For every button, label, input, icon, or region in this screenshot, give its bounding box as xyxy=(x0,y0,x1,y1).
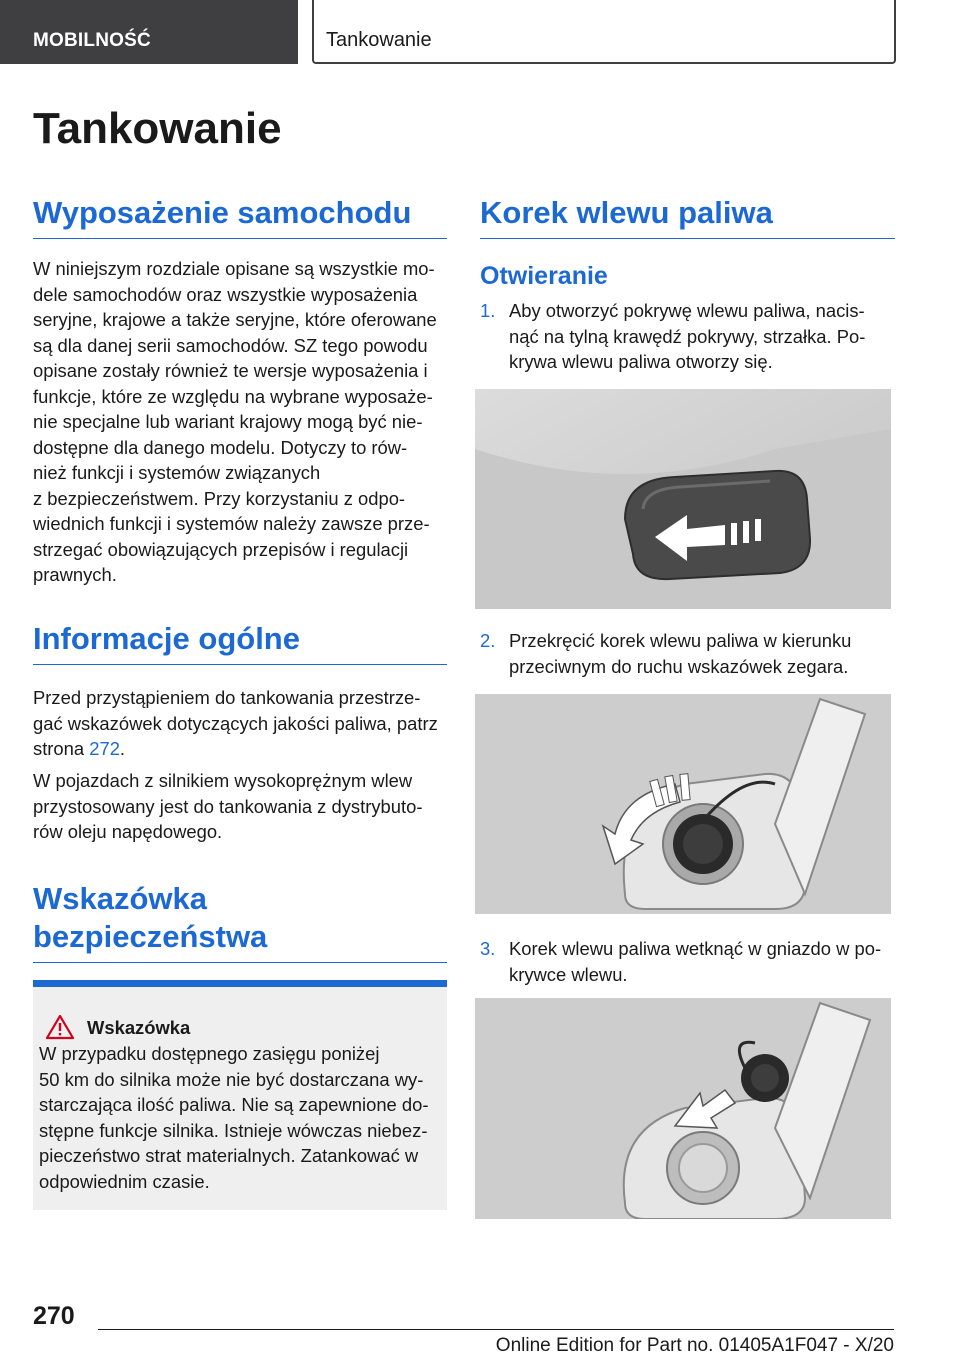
step-text xyxy=(509,298,895,375)
text-line: Przed przystąpieniem do tankowania przestrze‐ xyxy=(33,687,421,708)
text-line: z bezpieczeństwem. Przy korzystaniu z odpo‐ xyxy=(33,487,406,509)
text-line: przystosowany jest do tankowania z dystrybuto‐ xyxy=(33,795,423,817)
heading-equipment: Wyposażenie samochodu xyxy=(33,194,447,239)
edition-label: Online Edition for Part no. 01405A1F047 - X/20 xyxy=(495,1335,894,1356)
heading-fuel-cap: Korek wlewu paliwa xyxy=(480,194,895,239)
text-fragment: strona xyxy=(33,738,90,759)
text-line: W pojazdach z silnikiem wysokoprężnym wlew xyxy=(33,770,413,791)
fuel-cap-stow-illustration xyxy=(475,998,891,1219)
text-line: Aby otworzyć pokrywę wlewu paliwa, nacis‐ xyxy=(509,300,865,321)
page-number: 270 xyxy=(33,1302,75,1330)
text-line: nąć na tylną krawędź pokrywy, strzałka. Po‐ xyxy=(509,325,866,347)
text-line: krywce wlewu. xyxy=(509,963,628,985)
text-line: odpowiednim czasie. xyxy=(39,1170,210,1192)
text-line: prawnych. xyxy=(33,564,117,585)
warning-text xyxy=(39,1041,439,1194)
heading-line: Wskazówka xyxy=(33,881,208,916)
text-line: 50 km do silnika może nie być dostarczana wy‐ xyxy=(39,1068,424,1090)
warning-box xyxy=(33,980,447,1210)
text-line: krywa wlewu paliwa otworzy się. xyxy=(509,351,773,372)
step-text xyxy=(509,628,895,679)
text-line: gać wskazówek dotyczących jakości paliwa, patrz xyxy=(33,712,438,734)
text-line: starczająca ilość paliwa. Nie są zapewnione do‐ xyxy=(39,1094,429,1115)
text-line: Korek wlewu paliwa wetknąć w gniazdo w po‐ xyxy=(509,938,882,959)
step-1 xyxy=(480,298,895,376)
text-line: strzegać obowiązujących przepisów i regulacji xyxy=(33,538,409,560)
fuel-cap-insert-arrow-icon xyxy=(475,998,891,1219)
section-label: MOBILNOŚĆ xyxy=(33,30,151,51)
text-line: opisane zostały również te wersje wyposażenia i xyxy=(33,360,428,381)
step-text xyxy=(509,936,895,987)
text-line: nie specjalne lub wariant krajowy mogą być nie‐ xyxy=(33,411,423,432)
text-line: stępne funkcje silnika. Istnieje wówczas niebez‐ xyxy=(39,1119,428,1141)
text-line: są dla danej serii samochodów. SZ tego powodu xyxy=(33,334,428,356)
text-line: nież funkcji i systemów związanych xyxy=(33,462,321,483)
step-number: 3. xyxy=(480,938,496,959)
text-line: funkcje, które ze względu na wybrane wyposaże‐ xyxy=(33,385,433,407)
general-paragraph-2 xyxy=(33,768,447,845)
text-line: dele samochodów oraz wszystkie wyposażenia xyxy=(33,283,418,305)
step-2 xyxy=(480,628,895,680)
page-title: Tankowanie xyxy=(33,104,282,153)
section-tab xyxy=(0,0,298,64)
text-line: pieczeństwo strat materialnych. Zatankować w xyxy=(39,1145,419,1166)
warning-triangle-icon xyxy=(45,1014,75,1040)
page-link[interactable]: 272 xyxy=(89,738,120,759)
heading-line: bezpieczeństwa xyxy=(33,919,268,954)
step-3 xyxy=(480,936,895,988)
text-line: przeciwnym do ruchu wskazówek zegara. xyxy=(509,655,849,677)
general-paragraph-1 xyxy=(33,685,447,762)
heading-general: Informacje ogólne xyxy=(33,620,447,665)
topic-label: Tankowanie xyxy=(326,29,432,51)
footer-divider xyxy=(98,1329,894,1330)
text-line: W niniejszym rozdziale opisane są wszystkie mo‐ xyxy=(33,258,435,279)
heading-safety xyxy=(33,880,447,963)
text-line xyxy=(33,736,447,762)
fuel-flap-press-arrow-icon xyxy=(475,389,891,609)
text-line: wiednich funkcji i systemów należy zawsze prze‐ xyxy=(33,513,430,534)
text-line: dostępne dla danego modelu. Dotyczy to rów‐ xyxy=(33,436,408,458)
topic-tab xyxy=(312,0,896,64)
text-line: rów oleju napędowego. xyxy=(33,821,223,842)
text-fragment: . xyxy=(119,738,126,759)
text-line: W przypadku dostępnego zasięgu poniżej xyxy=(39,1043,380,1064)
subheading-opening: Otwieranie xyxy=(480,262,608,290)
equipment-paragraph xyxy=(33,256,447,588)
text-line: seryjne, krajowe a także seryjne, które oferowane xyxy=(33,309,437,330)
step-number: 2. xyxy=(480,630,496,651)
fuel-cap-turn-illustration xyxy=(475,694,891,914)
fuel-cap-rotate-arrow-icon xyxy=(475,694,891,914)
warning-title: Wskazówka xyxy=(87,1017,191,1038)
step-number: 1. xyxy=(480,300,496,321)
fuel-flap-illustration xyxy=(475,389,891,609)
text-line: Przekręcić korek wlewu paliwa w kierunku xyxy=(509,630,852,651)
